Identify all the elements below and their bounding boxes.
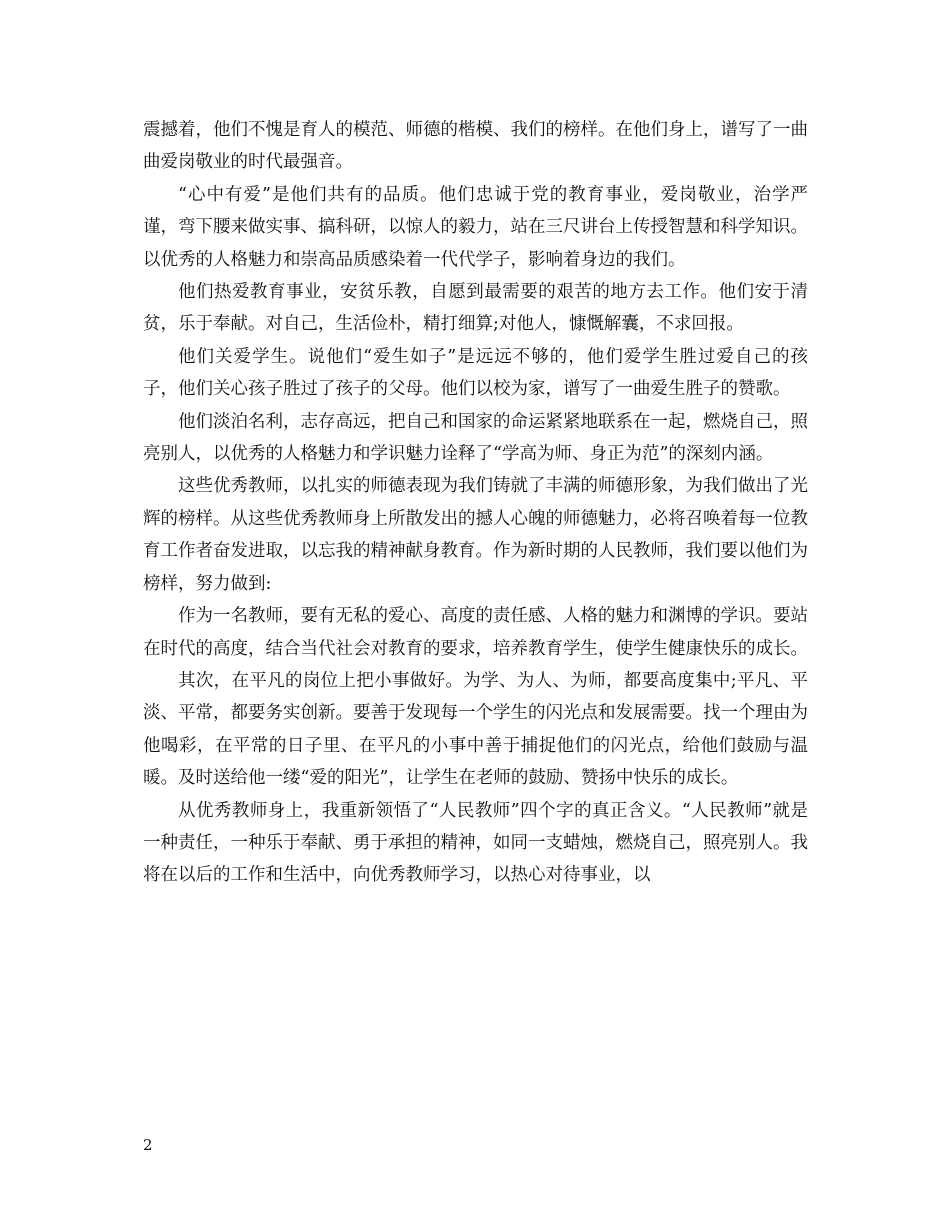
paragraph: 他们淡泊名利，志存高远，把自己和国家的命运紧紧地联系在一起，燃烧自己，照亮别人，以优秀的人格魅力和学识魅力诠释了“学高为师、身正为范”的深刻内涵。 — [143, 411, 808, 465]
page-number: 2 — [143, 1136, 153, 1154]
paragraph: 其次，在平凡的岗位上把小事做好。为学、为人、为师，都要高度集中;平凡、平淡、平常，都要务实创新。要善于发现每一个学生的闪光点和发展需要。找一个理由为他喝彩，在平常的日子里、在平凡的小事中善于捕捉他们的闪光点，给他们鼓励与温暖。及时送给他一缕“爱的阳光”，让学生在老师的鼓励、赞扬中快乐的成长。 — [143, 670, 808, 789]
paragraph: 他们关爱学生。说他们“爱生如子”是远远不够的，他们爱学生胜过爱自己的孩子，他们关心孩子胜过了孩子的父母。他们以校为家，谱写了一曲爱生胜子的赞歌。 — [143, 346, 808, 400]
paragraph: 这些优秀教师，以扎实的师德表现为我们铸就了丰满的师德形象，为我们做出了光辉的榜样。从这些优秀教师身上所散发出的撼人心魄的师德魅力，必将召唤着每一位教育工作者奋发进取，以忘我的精神献身教育。作为新时期的人民教师，我们要以他们为榜样，努力做到: — [143, 476, 808, 594]
body-text — [143, 114, 808, 892]
paragraph: 他们热爱教育事业，安贫乐教，自愿到最需要的艰苦的地方去工作。他们安于清贫，乐于奉献。对自己，生活俭朴，精打细算;对他人，慷慨解囊，不求回报。 — [143, 282, 808, 335]
paragraph: 震撼着，他们不愧是育人的模范、师德的楷模、我们的榜样。在他们身上，谱写了一曲曲爱岗敬业的时代最强音。 — [143, 120, 808, 173]
paragraph: 从优秀教师身上，我重新领悟了“人民教师”四个字的真正含义。“人民教师”就是一种责任，一种乐于奉献、勇于承担的精神，如同一支蜡烛，燃烧自己，照亮别人。我将在以后的工作和生活中，向优秀教师学习，以热心对待事业，以 — [143, 800, 808, 886]
paragraph: 作为一名教师，要有无私的爱心、高度的责任感、人格的魅力和渊博的学识。要站在时代的高度，结合当代社会对教育的要求，培养教育学生，使学生健康快乐的成长。 — [143, 606, 808, 659]
paragraph: “心中有爱”是他们共有的品质。他们忠诚于党的教育事业，爱岗敬业，治学严谨，弯下腰来做实事、搞科研，以惊人的毅力，站在三尺讲台上传授智慧和科学知识。以优秀的人格魅力和崇高品质感染着一代代学子，影响着身边的我们。 — [143, 184, 808, 270]
